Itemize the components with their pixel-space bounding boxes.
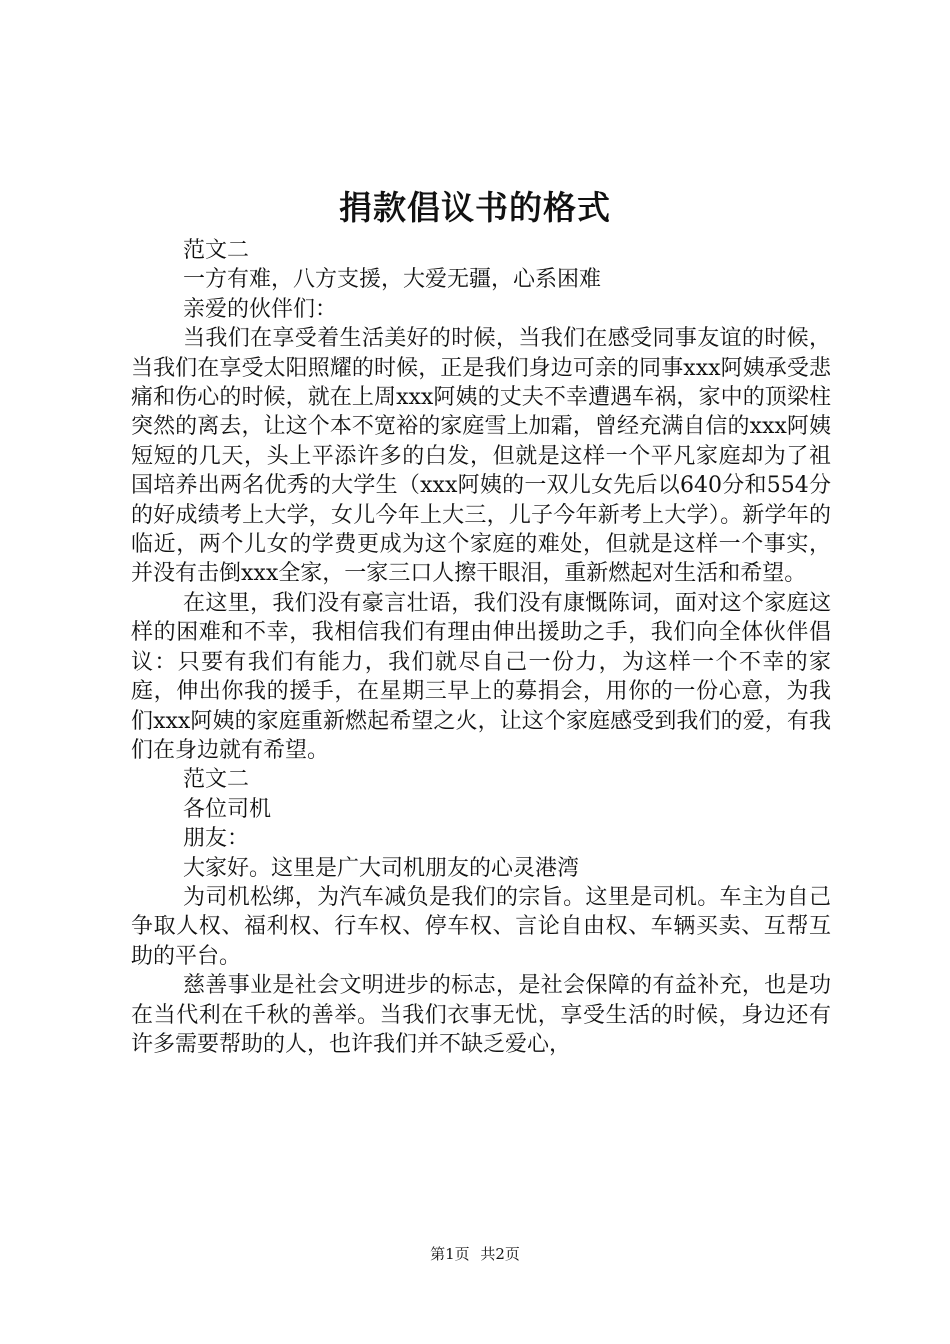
paragraph: 大家好。这里是广大司机朋友的心灵港湾 xyxy=(183,855,580,881)
paragraph: 范文二 xyxy=(183,238,250,263)
paragraph: 为司机松绑，为汽车减负是我们的宗旨。这里是司机。车主为自己争取人权、福利权、行车权、停车权、言论自由权、车辆买卖、互帮互助的平台。 xyxy=(131,884,831,969)
document-body xyxy=(131,236,831,1059)
paragraph: 各位司机 xyxy=(183,796,272,822)
paragraph: 范文二 xyxy=(183,767,250,793)
document-title: 捐款倡议书的格式 xyxy=(339,188,611,227)
paragraph: 当我们在享受着生活美好的时候，当我们在感受同事友谊的时候，当我们在享受太阳照耀的时候，正是我们身边可亲的同事xxx阿姨承受悲痛和伤心的时候，就在上周xxx阿姨的丈夫不幸遭遇车祸，家中的顶梁柱突然的离去，让这个本不宽裕的家庭雪上加霜，曾经充满自信的xxx阿姨短短的几天，头上平添许多的白发，但就是这样一个平凡家庭却为了祖国培养出两名优秀的大学生（xxx阿姨的一双儿女先后以640分和554分的好成绩考上大学，女儿今年上大三，儿子今年新考上大学）。新学年的临近，两个儿女的学费更成为这个家庭的难处，但就是这样一个事实，并没有击倒xxx全家，一家三口人擦干眼泪，重新燃起对生活和希望。 xyxy=(131,326,831,587)
paragraph: 慈善事业是社会文明进步的标志，是社会保障的有益补充，也是功在当代利在千秋的善举。当我们衣事无忧，享受生活的时候，身边还有许多需要帮助的人，也许我们并不缺乏爱心， xyxy=(131,973,831,1057)
page-footer: 第1页 共2页 xyxy=(430,1245,520,1263)
paragraph: 在这里，我们没有豪言壮语，我们没有康慨陈词，面对这个家庭这样的困难和不幸，我相信我们有理由伸出援助之手，我们向全体伙伴倡议：只要有我们有能力，我们就尽自己一份力，为这样一个不幸的家庭，伸出你我的援手，在星期三早上的募捐会，用你的一份心意，为我们xxx阿姨的家庭重新燃起希望之火，让这个家庭感受到我们的爱，有我们在身边就有希望。 xyxy=(131,590,831,763)
paragraph: 朋友： xyxy=(183,826,250,852)
paragraph: 一方有难，八方支援，大爱无疆，心系困难 xyxy=(183,267,602,293)
paragraph: 亲爱的伙伴们： xyxy=(183,296,338,322)
